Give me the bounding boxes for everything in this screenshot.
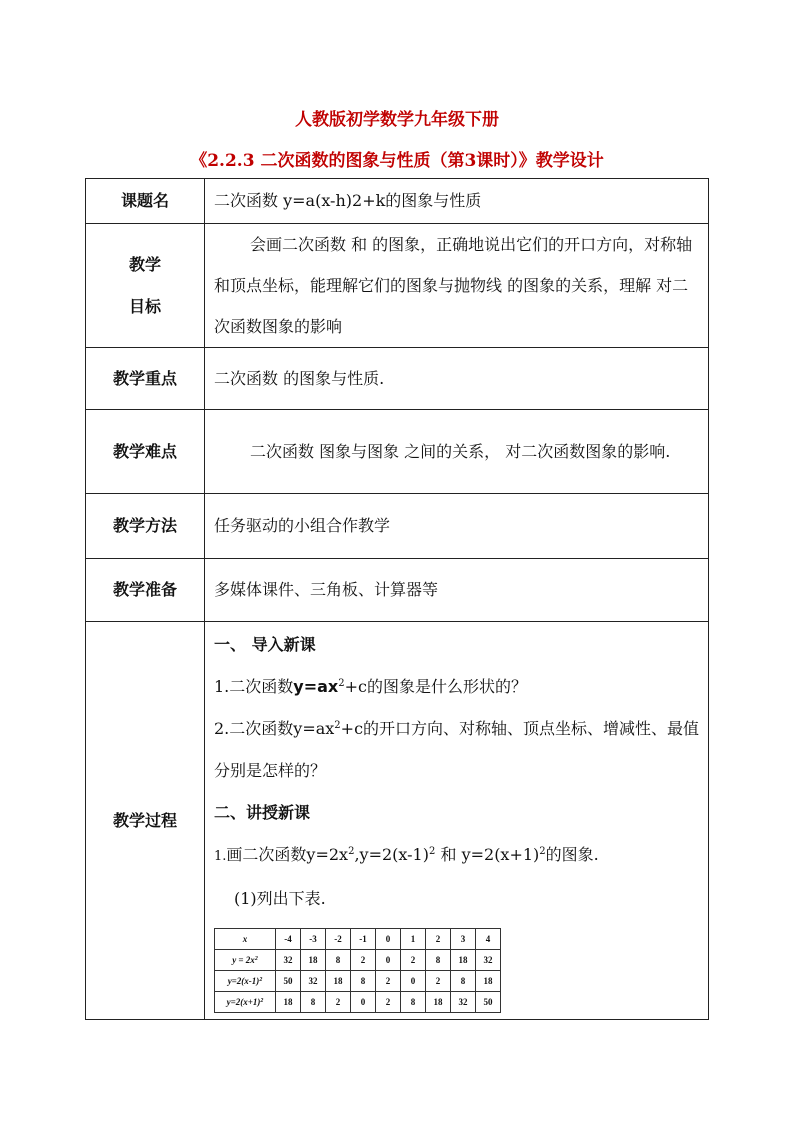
- label-difficulty: 教学难点: [86, 410, 205, 494]
- value-cell: 8: [351, 971, 376, 992]
- value-cell: 18: [476, 971, 501, 992]
- value-row-label: $y = 2x^2$: [215, 950, 276, 971]
- value-row-label: $y=2(x+1)^2$: [215, 992, 276, 1013]
- value-cell: 2: [426, 929, 451, 950]
- value-table: [214, 928, 501, 1013]
- value-cell: 3: [451, 929, 476, 950]
- value-cell: 2: [326, 992, 351, 1013]
- value-cell: 18: [276, 992, 301, 1013]
- section-intro-title: 一、 导入新课: [214, 635, 316, 654]
- value-cell: 32: [476, 950, 501, 971]
- value-cell: 18: [326, 971, 351, 992]
- section-new-lesson-title: 二、讲授新课: [214, 803, 311, 822]
- document-title: 人教版初学数学九年级下册: [295, 110, 499, 130]
- value-cell: 0: [401, 971, 426, 992]
- value-cell: 4: [476, 929, 501, 950]
- row-topic: [86, 179, 709, 224]
- value-cell: 32: [276, 950, 301, 971]
- goals-text: 会画二次函数 和 的图象，正确地说出它们的开口方向，对称轴和顶点坐标，能理解它们的图象与抛物线 的图象的关系，理解 对二次函数图象的影响: [214, 235, 693, 336]
- value-row-y1: [215, 950, 501, 971]
- value-cell: 8: [451, 971, 476, 992]
- value-cell: 32: [451, 992, 476, 1013]
- value-cell: -2: [326, 929, 351, 950]
- value-cell: 18: [301, 950, 326, 971]
- task-1: 1.画二次函数$y=2x^2,y=2(x-1)^2$ 和 $y=2(x+1)^2$的图象.: [214, 845, 599, 864]
- value-cell: 0: [376, 950, 401, 971]
- label-process: 教学过程: [86, 622, 205, 1020]
- value-row-y3: [215, 992, 501, 1013]
- label-goals-line2: 目标: [128, 296, 161, 316]
- value-cell: 8: [326, 950, 351, 971]
- content-method: 任务驱动的小组合作教学: [205, 494, 709, 559]
- label-goals-line1: 教学: [128, 254, 161, 274]
- value-cell: -1: [351, 929, 376, 950]
- label-goals: [86, 224, 205, 348]
- value-cell: -4: [276, 929, 301, 950]
- content-key: 二次函数 的图象与性质.: [205, 348, 709, 410]
- value-cell: 2: [376, 992, 401, 1013]
- value-cell: 2: [401, 950, 426, 971]
- row-prep: [86, 559, 709, 622]
- lesson-plan-table: [85, 178, 709, 1020]
- value-cell: 0: [351, 992, 376, 1013]
- difficulty-text: 二次函数 图象与图象 之间的关系， 对二次函数图象的影响.: [250, 442, 671, 461]
- content-prep: 多媒体课件、三角板、计算器等: [205, 559, 709, 622]
- content-difficulty: [205, 410, 709, 494]
- label-prep: 教学准备: [86, 559, 205, 622]
- value-row-label: $y=2(x-1)^2$: [215, 971, 276, 992]
- value-cell: 8: [426, 950, 451, 971]
- content-topic: 二次函数 y=a(x-h)2+k的图象与性质: [205, 179, 709, 224]
- value-cell: 8: [301, 992, 326, 1013]
- question-2: 2.二次函数$y=ax^2+c$的开口方向、对称轴、顶点坐标、增减性、最值分别是怎样的？: [214, 719, 700, 780]
- value-row-label: x: [215, 929, 276, 950]
- value-cell: 2: [376, 971, 401, 992]
- label-key: 教学重点: [86, 348, 205, 410]
- step-1: (1)列出下表.: [234, 889, 326, 908]
- value-cell: 32: [301, 971, 326, 992]
- value-cell: 18: [426, 992, 451, 1013]
- value-cell: 8: [401, 992, 426, 1013]
- value-row-x: [215, 929, 501, 950]
- value-cell: 50: [476, 992, 501, 1013]
- row-goals: [86, 224, 709, 348]
- value-cell: -3: [301, 929, 326, 950]
- row-key: [86, 348, 709, 410]
- document-subtitle: 《2.2.3 二次函数的图象与性质（第3课时）》教学设计: [190, 151, 604, 171]
- value-cell: 0: [376, 929, 401, 950]
- content-goals: [205, 224, 709, 348]
- row-method: [86, 494, 709, 559]
- value-cell: 18: [451, 950, 476, 971]
- label-method: 教学方法: [86, 494, 205, 559]
- label-topic: 课题名: [86, 179, 205, 224]
- value-cell: 1: [401, 929, 426, 950]
- row-difficulty: [86, 410, 709, 494]
- row-process: [86, 622, 709, 1020]
- value-row-y2: [215, 971, 501, 992]
- value-cell: 2: [426, 971, 451, 992]
- content-process: [205, 622, 709, 1020]
- value-cell: 50: [276, 971, 301, 992]
- question-1: 1.二次函数$y=ax^2+c$的图象是什么形状的？: [214, 677, 527, 696]
- value-cell: 2: [351, 950, 376, 971]
